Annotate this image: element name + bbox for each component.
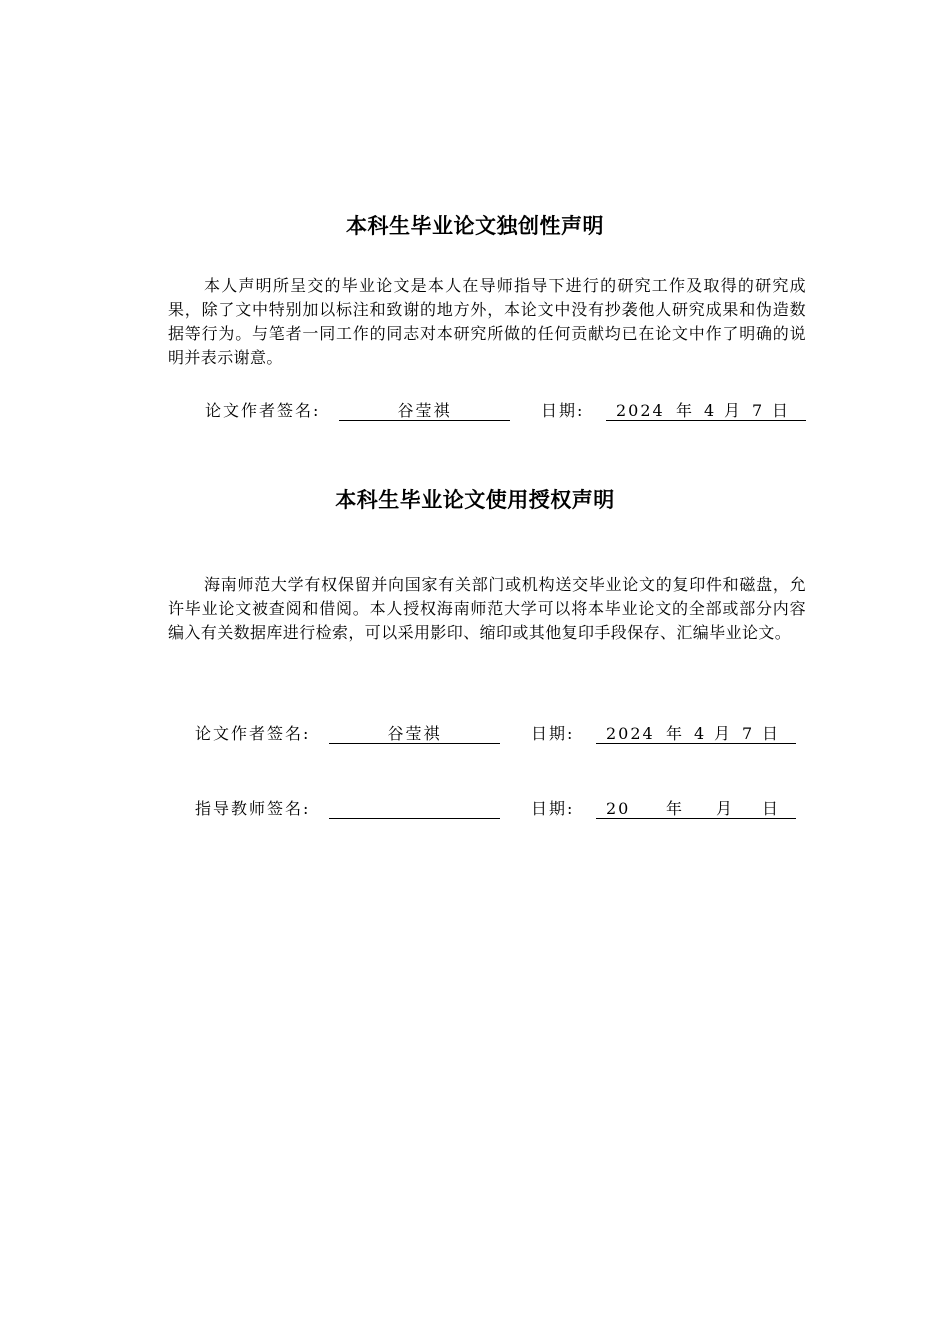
authorization-declaration-body: 海南师范大学有权保留并向国家有关部门或机构送交毕业论文的复印件和磁盘，允许毕业论文被查阅和借阅。本人授权海南师范大学可以将本毕业论文的全部或部分内容编入有关数据库进行检索，可以采用影印、缩印或其他复印手段保存、汇编毕业论文。 xyxy=(168,575,806,642)
signature-date-field xyxy=(606,399,806,421)
authorization-signature-line xyxy=(0,722,950,746)
date-year-unit: 年 xyxy=(666,724,683,743)
date-day-unit: 日 xyxy=(772,401,789,420)
supervisor-signature-line xyxy=(0,797,950,821)
author-signature-field: 谷莹祺 xyxy=(339,399,510,421)
date-label: 日期: xyxy=(541,401,585,420)
date-day-unit: 日 xyxy=(762,799,779,818)
date-label: 日期: xyxy=(531,724,575,743)
date-year: 2024 xyxy=(606,724,655,743)
date-day: 7 xyxy=(742,724,753,743)
signature-date-field xyxy=(596,722,796,744)
supervisor-signature-field xyxy=(329,797,500,819)
date-year: 20 xyxy=(606,799,631,818)
date-day: 7 xyxy=(752,401,763,420)
date-month-unit: 月 xyxy=(724,401,741,420)
date-month: 4 xyxy=(704,401,715,420)
supervisor-signature-label: 指导教师签名: xyxy=(195,799,311,818)
signature-date-field xyxy=(596,797,796,819)
author-signature-label: 论文作者签名: xyxy=(195,724,311,743)
date-year: 2024 xyxy=(616,401,665,420)
date-month-unit: 月 xyxy=(716,799,733,818)
date-label: 日期: xyxy=(531,799,575,818)
date-month-unit: 月 xyxy=(714,724,731,743)
date-year-unit: 年 xyxy=(676,401,693,420)
author-signature-field: 谷莹祺 xyxy=(329,722,500,744)
date-month: 4 xyxy=(694,724,705,743)
originality-declaration-body: 本人声明所呈交的毕业论文是本人在导师指导下进行的研究工作及取得的研究成果，除了文中特别加以标注和致谢的地方外，本论文中没有抄袭他人研究成果和伪造数据等行为。与笔者一同工作的同志对本研究所做的任何贡献均已在论文中作了明确的说明并表示谢意。 xyxy=(168,276,806,367)
originality-declaration-title: 本科生毕业论文独创性声明 xyxy=(346,214,604,238)
originality-signature-line xyxy=(0,399,950,423)
author-signature-label: 论文作者签名: xyxy=(205,401,321,420)
date-day-unit: 日 xyxy=(762,724,779,743)
date-year-unit: 年 xyxy=(666,799,683,818)
authorization-declaration-title: 本科生毕业论文使用授权声明 xyxy=(335,488,615,512)
